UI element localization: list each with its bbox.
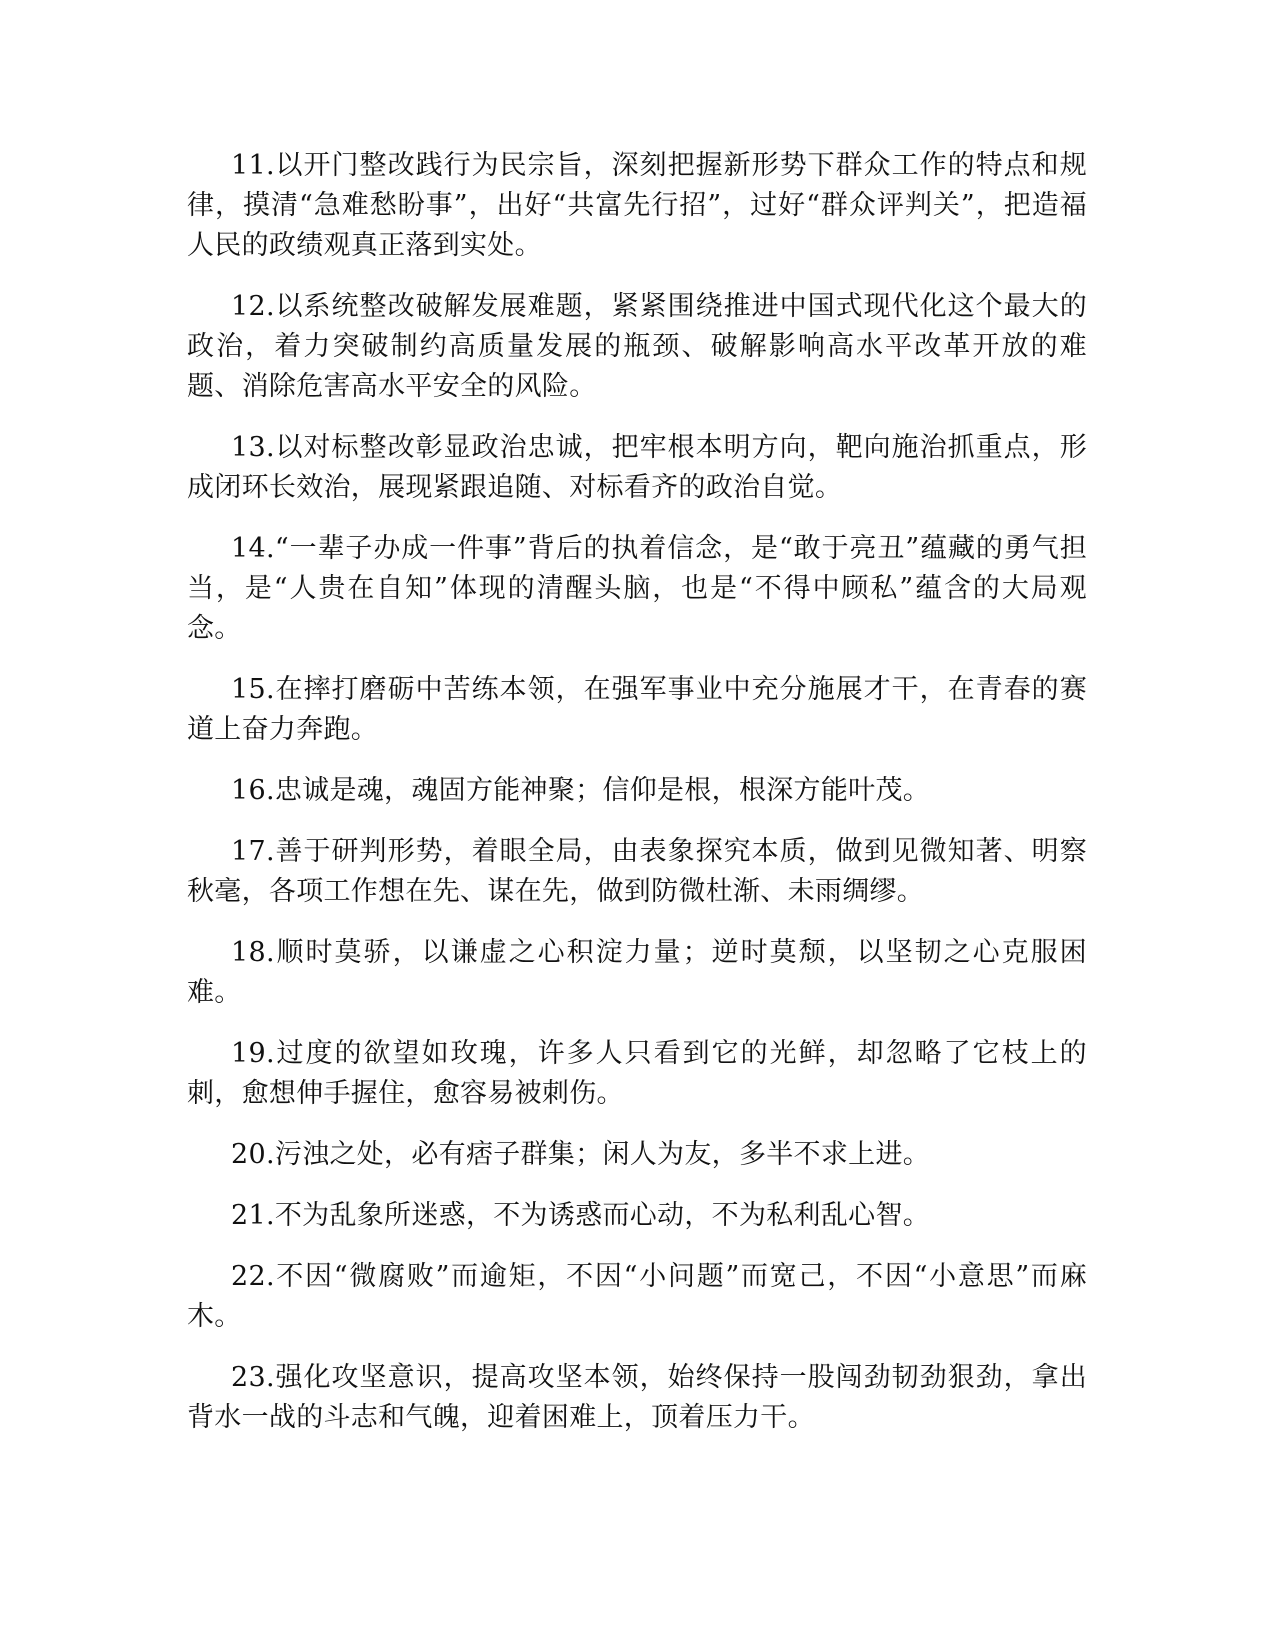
paragraph-17: 17.善于研判形势，着眼全局，由表象探究本质，做到见微知著、明察秋毫，各项工作想在先、谋在先，做到防微杜渐、未雨绸缪。: [187, 836, 1087, 907]
paragraph-11: 11.以开门整改践行为民宗旨，深刻把握新形势下群众工作的特点和规律，摸清“急难愁盼事”，出好“共富先行招”，过好“群众评判关”，把造福人民的政绩观真正落到实处。: [187, 150, 1087, 261]
paragraph-16: 16.忠诚是魂，魂固方能神聚；信仰是根，根深方能叶茂。: [231, 775, 931, 806]
paragraph-21: 21.不为乱象所迷惑，不为诱惑而心动，不为私利乱心智。: [231, 1200, 931, 1231]
paragraph-18: 18.顺时莫骄，以谦虚之心积淀力量；逆时莫颓，以坚韧之心克服困难。: [187, 937, 1087, 1008]
paragraph-15: 15.在摔打磨砺中苦练本领，在强军事业中充分施展才干，在青春的赛道上奋力奔跑。: [187, 674, 1087, 745]
paragraph-14: 14.“一辈子办成一件事”背后的执着信念，是“敢于亮丑”蕴藏的勇气担当，是“人贵在自知”体现的清醒头脑，也是“不得中顾私”蕴含的大局观念。: [187, 533, 1087, 644]
paragraph-23: 23.强化攻坚意识，提高攻坚本领，始终保持一股闯劲韧劲狠劲，拿出背水一战的斗志和气魄，迎着困难上，顶着压力干。: [187, 1362, 1087, 1433]
paragraph-22: 22.不因“微腐败”而逾矩，不因“小问题”而宽己，不因“小意思”而麻木。: [187, 1261, 1087, 1332]
paragraph-12: 12.以系统整改破解发展难题，紧紧围绕推进中国式现代化这个最大的政治，着力突破制约高质量发展的瓶颈、破解影响高水平改革开放的难题、消除危害高水平安全的风险。: [187, 291, 1087, 402]
paragraph-19: 19.过度的欲望如玫瑰，许多人只看到它的光鲜，却忽略了它枝上的刺，愈想伸手握住，愈容易被刺伤。: [187, 1038, 1087, 1109]
paragraph-20: 20.污浊之处，必有痞子群集；闲人为友，多半不求上进。: [231, 1139, 931, 1170]
paragraph-13: 13.以对标整改彰显政治忠诚，把牢根本明方向，靶向施治抓重点，形成闭环长效治，展现紧跟追随、对标看齐的政治自觉。: [187, 432, 1087, 503]
document-body: [187, 146, 1087, 1459]
